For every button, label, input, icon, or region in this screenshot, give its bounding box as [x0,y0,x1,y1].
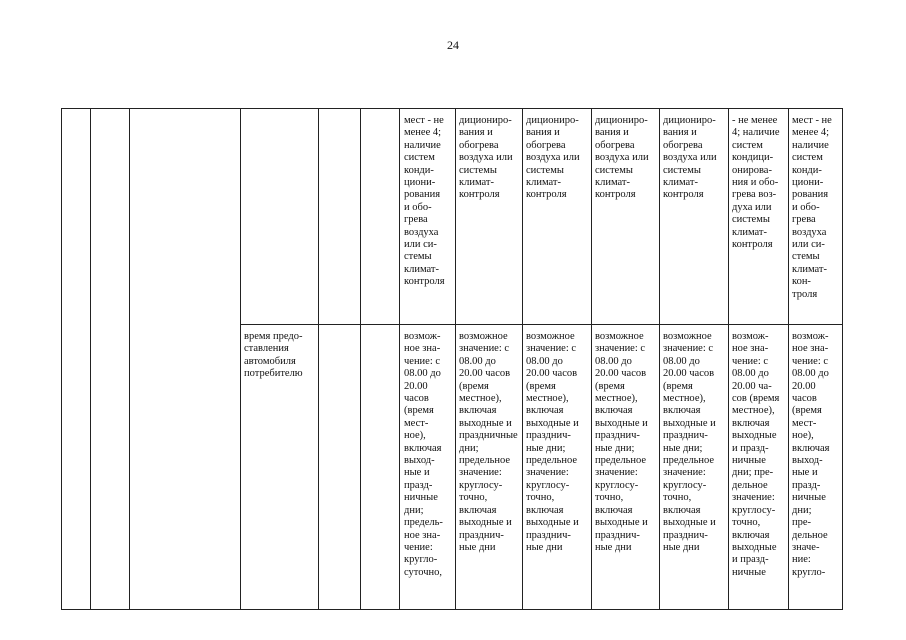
page-number: 24 [447,38,459,52]
row-divider [240,324,842,325]
table-cell: возмож- ное зна- чение: с 08.00 до 20.00 часов (время мест- ное), включая выход- ные и празд- ничные дни; пре- дельное значе- ние: кругло- [792,331,830,578]
column-border [591,108,592,610]
column-border [728,108,729,610]
column-border [61,108,62,610]
column-border [90,108,91,610]
table-cell: возможное значение: с 08.00 до 20.00 часов (время местное), включая выходные и празднич- ные дни; предельное значение: круглосу- точно, включая выходные и празднич- ные дни [526,331,579,553]
column-border [788,108,789,610]
column-border [522,108,523,610]
table-cell: дициониро- вания и обогрева воздуха или системы климат- контроля [663,115,717,201]
table-cell: возможное значение: с 08.00 до 20.00 часов (время местное), включая выходные и празднич- ные дни; предельное значение: круглосу- точно, включая выходные и празднич- ные дни [595,331,648,553]
column-border [842,108,843,610]
column-border [129,108,130,610]
table-cell: мест - не менее 4; наличие систем конди- циони- рования и обо- грева воздуха или си- стемы климат- кон- троля [792,115,832,300]
table-cell: возмож- ное зна- чение: с 08.00 до 20.00 часов (время мест- ное), включая выход- ные и празд- ничные дни; предель- ное зна- чение: кругло- суточно, [404,331,443,578]
table-bottom-border [61,609,842,610]
table-cell: возможное значение: с 08.00 до 20.00 часов (время местное), включая выходные и празднич- ные дни; предельное значение: круглосу- точно, включая выходные и празднич- ные дни [663,331,716,553]
table-top-border [61,108,842,109]
column-border [399,108,400,610]
column-border [659,108,660,610]
table-cell: - не менее 4; наличие систем кондици- онирова- ния и обо- грева воз- духа или системы климат- контроля [732,115,780,251]
table-cell: дициониро- вания и обогрева воздуха или системы климат- контроля [595,115,649,201]
table-cell: мест - не менее 4; наличие систем конди- циони- рования и обо- грева воздуха или си- стемы климат- контроля [404,115,445,288]
table-cell: возмож- ное зна- чение: с 08.00 до 20.00 ча- сов (время местное), включая выходные и празд- ничные дни; пре- дельное значение: круглосу- точно, включая выходные и празд- ничные [732,331,780,578]
column-border [455,108,456,610]
row-label: время предо- ставления автомобиля потребителю [244,331,303,380]
table-cell: дициониро- вания и обогрева воздуха или системы климат- контроля [459,115,513,201]
column-border [318,108,319,610]
column-border [240,108,241,610]
column-border [360,108,361,610]
table-cell: возможное значение: с 08.00 до 20.00 часов (время местное), включая выходные и праздничные дни; предельное значение: круглосу- точно, включая выходные и празднич- ные дни [459,331,518,553]
table-cell: дициониро- вания и обогрева воздуха или системы климат- контроля [526,115,580,201]
